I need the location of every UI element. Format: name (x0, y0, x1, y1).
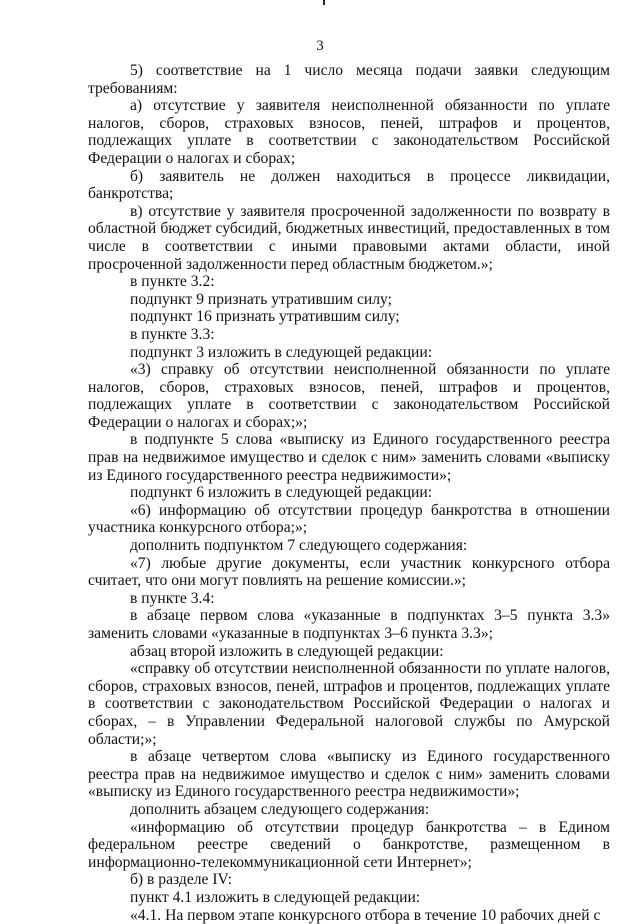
paragraph: в абзаце первом слова «указанные в подпунктах 3–5 пункта 3.3» заменить словами «указанные в подпунктах 3–6 пункта 3.3»; (88, 607, 610, 642)
paragraph: в пункте 3.2: (88, 273, 610, 291)
paragraph: «6) информацию об отсутствии процедур банкротства в отношении участника конкурсного отбора;»; (88, 502, 610, 537)
paragraph: «3) справку об отсутствии неисполненной обязанности по уплате налогов, сборов, страховых взносов, пеней, штрафов и процентов, подлежащих уплате в соответствии с законодательством Российской Федерации о налогах и сборах;»; (88, 361, 610, 431)
top-edge-mark (323, 0, 325, 5)
paragraph: в абзаце четвертом слова «выписку из Единого государственного реестра прав на недвижимое имущество и сделок с ним» заменить словами «выписку из Единого государственного реестра недвижимости»; (88, 748, 610, 801)
paragraph: в пункте 3.3: (88, 326, 610, 344)
page-number: 3 (0, 38, 640, 55)
document-body (88, 62, 610, 924)
paragraph: подпункт 9 признать утратившим силу; (88, 291, 610, 309)
paragraph: подпункт 16 признать утратившим силу; (88, 308, 610, 326)
paragraph: «7) любые другие документы, если участник конкурсного отбора считает, что они могут повлиять на решение комиссии.»; (88, 555, 610, 590)
paragraph: абзац второй изложить в следующей редакции: (88, 643, 610, 661)
paragraph: «справку об отсутствии неисполненной обязанности по уплате налогов, сборов, страховых взносов, пеней, штрафов и процентов, подлежащих уплате в соответствии с законодательством Российской Федерации о налогах и сборах, – в Управлении Федеральной налоговой службы по Амурской области;»; (88, 660, 610, 748)
paragraph: 5) соответствие на 1 число месяца подачи заявки следующим требованиям: (88, 62, 610, 97)
paragraph: а) отсутствие у заявителя неисполненной обязанности по уплате налогов, сборов, страховых взносов, пеней, штрафов и процентов, подлежащих уплате в соответствии с законодательством Российской Федерации о налогах и сборах; (88, 97, 610, 167)
paragraph: пункт 4.1 изложить в следующей редакции: (88, 889, 610, 907)
paragraph: б) в разделе IV: (88, 871, 610, 889)
paragraph: «4.1. На первом этапе конкурсного отбора в течение 10 рабочих дней с (88, 907, 610, 924)
paragraph: подпункт 3 изложить в следующей редакции: (88, 344, 610, 362)
paragraph: в пункте 3.4: (88, 590, 610, 608)
paragraph: дополнить абзацем следующего содержания: (88, 801, 610, 819)
paragraph: подпункт 6 изложить в следующей редакции: (88, 484, 610, 502)
paragraph: в подпункте 5 слова «выписку из Единого государственного реестра прав на недвижимое имущество и сделок с ним» заменить словами «выписку из Единого государственного реестра недвижимости»; (88, 431, 610, 484)
paragraph: в) отсутствие у заявителя просроченной задолженности по возврату в областной бюджет субсидий, бюджетных инвестиций, предоставленных в том числе в соответствии с иными правовыми актами области, иной просроченной задолженности перед областным бюджетом.»; (88, 203, 610, 273)
paragraph: б) заявитель не должен находиться в процессе ликвидации, банкротства; (88, 168, 610, 203)
paragraph: дополнить подпунктом 7 следующего содержания: (88, 537, 610, 555)
paragraph: «информацию об отсутствии процедур банкротства – в Едином федеральном реестре сведений о банкротстве, размещенном в информационно-телекоммуникационной сети Интернет»; (88, 819, 610, 872)
